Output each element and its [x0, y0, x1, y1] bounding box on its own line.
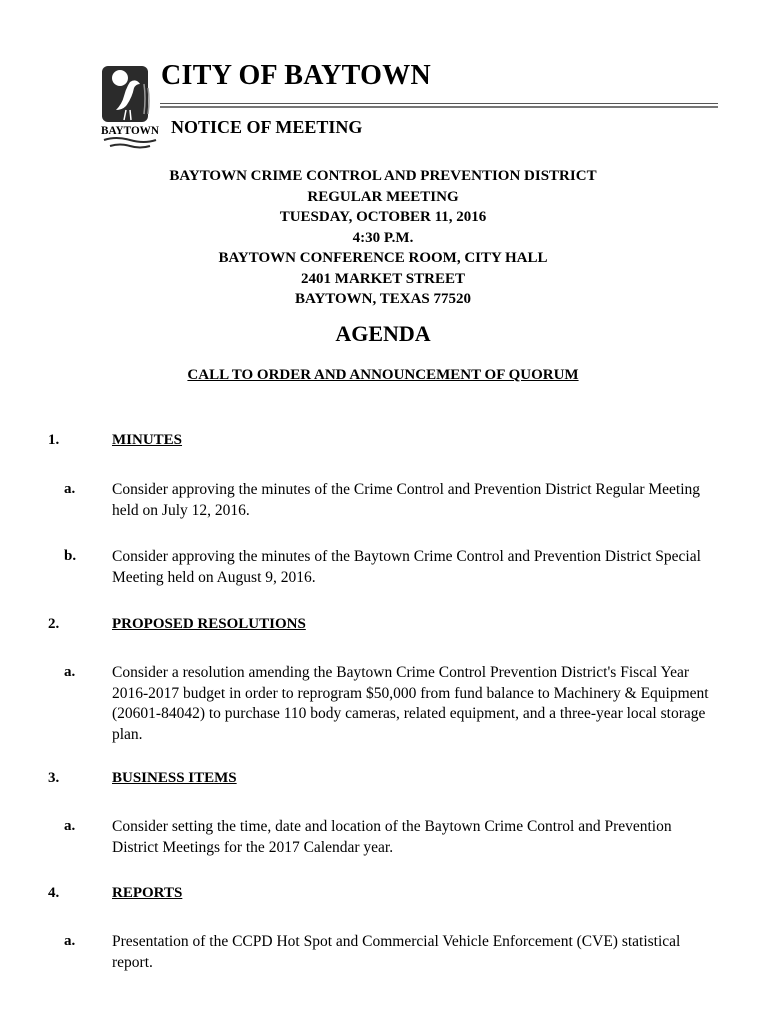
agenda-title: AGENDA — [335, 321, 431, 346]
item-letter: a. — [64, 481, 76, 497]
meeting-street: 2401 MARKET STREET — [301, 270, 465, 287]
section-number: 2. — [48, 616, 60, 632]
item-letter: a. — [64, 664, 76, 680]
section-title-business-items: BUSINESS ITEMS — [112, 770, 237, 786]
item-text: Consider setting the time, date and location of the Baytown Crime Control and Prevention District Meetings for the 2017 Calendar year. — [112, 818, 672, 856]
logo-wordmark: BAYTOWN — [101, 123, 160, 137]
header-rule — [160, 103, 718, 108]
item-letter: b. — [64, 548, 77, 564]
meeting-type: REGULAR MEETING — [307, 188, 459, 205]
section-number: 4. — [48, 885, 60, 901]
section-title-minutes: MINUTES — [112, 432, 183, 448]
baytown-logo — [100, 64, 160, 152]
item-text: Consider approving the minutes of the Crime Control and Prevention District Regular Meeting held on July 12, 2016. — [112, 481, 701, 519]
meeting-district: BAYTOWN CRIME CONTROL AND PREVENTION DISTRICT — [169, 168, 597, 184]
section-title-reports: REPORTS — [112, 885, 183, 901]
section-title-proposed-resolutions: PROPOSED RESOLUTIONS — [112, 616, 306, 632]
item-text: Consider a resolution amending the Baytown Crime Control Prevention District's Fiscal Year 2016-2017 budget in order to reprogram $50,000 from fund balance to Machinery & Equipment (20601-84042) to purchase 110 body cameras, related equipment, and a three-year local storage plan. — [112, 664, 709, 743]
meeting-room: BAYTOWN CONFERENCE ROOM, CITY HALL — [218, 250, 548, 266]
item-letter: a. — [64, 933, 76, 949]
section-number: 1. — [48, 432, 60, 448]
city-title: CITY OF BAYTOWN — [161, 60, 432, 91]
meeting-details — [120, 166, 646, 310]
item-text: Presentation of the CCPD Hot Spot and Commercial Vehicle Enforcement (CVE) statistical report. — [112, 933, 681, 971]
call-to-order: CALL TO ORDER AND ANNOUNCEMENT OF QUORUM — [187, 367, 579, 383]
meeting-time: 4:30 P.M. — [352, 229, 414, 246]
notice-title: NOTICE OF MEETING — [171, 117, 363, 137]
item-text: Consider approving the minutes of the Baytown Crime Control and Prevention District Special Meeting held on August 9, 2016. — [112, 548, 701, 586]
section-number: 3. — [48, 770, 60, 786]
meeting-date: TUESDAY, OCTOBER 11, 2016 — [279, 209, 487, 225]
item-letter: a. — [64, 818, 76, 834]
meeting-city: BAYTOWN, TEXAS 77520 — [294, 291, 472, 307]
